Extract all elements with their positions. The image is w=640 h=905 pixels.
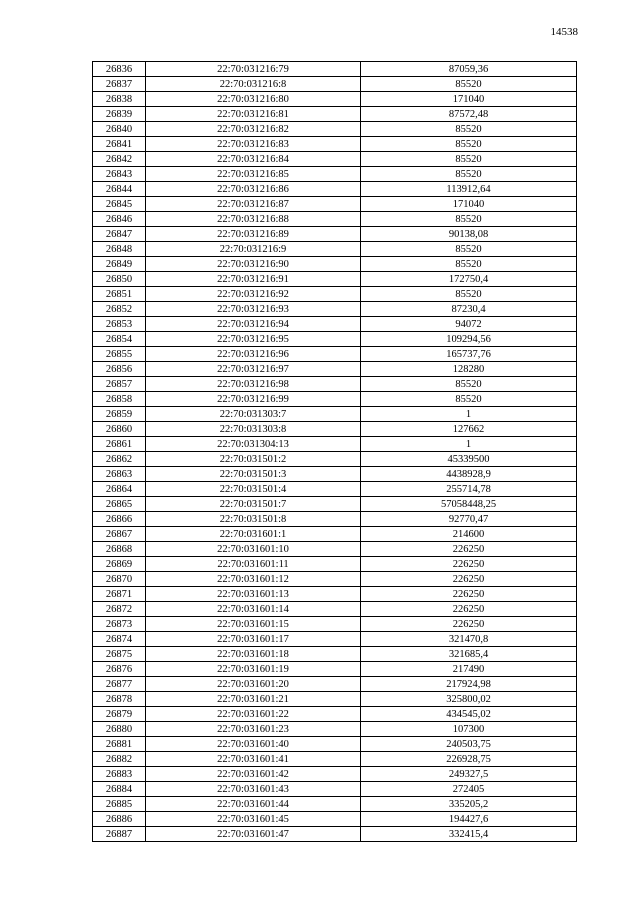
value-cell: 87230,4 <box>361 302 577 317</box>
row-number-cell: 26883 <box>93 767 146 782</box>
table-row <box>93 497 577 512</box>
cadastral-number-cell: 22:70:031601:23 <box>146 722 361 737</box>
table-row <box>93 602 577 617</box>
value-cell: 94072 <box>361 317 577 332</box>
cadastral-number-cell: 22:70:031216:90 <box>146 257 361 272</box>
row-number-cell: 26862 <box>93 452 146 467</box>
cadastral-number-cell: 22:70:031303:8 <box>146 422 361 437</box>
table-row <box>93 662 577 677</box>
row-number-cell: 26861 <box>93 437 146 452</box>
cadastral-number-cell: 22:70:031601:43 <box>146 782 361 797</box>
cadastral-number-cell: 22:70:031216:88 <box>146 212 361 227</box>
value-cell: 321470,8 <box>361 632 577 647</box>
table-row <box>93 542 577 557</box>
value-cell: 85520 <box>361 242 577 257</box>
table-row <box>93 767 577 782</box>
value-cell: 92770,47 <box>361 512 577 527</box>
table-row <box>93 257 577 272</box>
value-cell: 335205,2 <box>361 797 577 812</box>
row-number-cell: 26873 <box>93 617 146 632</box>
cadastral-number-cell: 22:70:031601:15 <box>146 617 361 632</box>
table-row <box>93 422 577 437</box>
table-row <box>93 347 577 362</box>
table-row <box>93 572 577 587</box>
row-number-cell: 26860 <box>93 422 146 437</box>
value-cell: 85520 <box>361 77 577 92</box>
row-number-cell: 26841 <box>93 137 146 152</box>
table-row <box>93 62 577 77</box>
cadastral-number-cell: 22:70:031303:7 <box>146 407 361 422</box>
table-row <box>93 722 577 737</box>
row-number-cell: 26866 <box>93 512 146 527</box>
row-number-cell: 26846 <box>93 212 146 227</box>
table-row <box>93 752 577 767</box>
cadastral-number-cell: 22:70:031216:83 <box>146 137 361 152</box>
row-number-cell: 26845 <box>93 197 146 212</box>
table-row <box>93 212 577 227</box>
table-row <box>93 272 577 287</box>
table-row <box>93 392 577 407</box>
cadastral-number-cell: 22:70:031601:20 <box>146 677 361 692</box>
table-row <box>93 452 577 467</box>
value-cell: 255714,78 <box>361 482 577 497</box>
value-cell: 85520 <box>361 287 577 302</box>
value-cell: 226250 <box>361 542 577 557</box>
cadastral-number-cell: 22:70:031601:47 <box>146 827 361 842</box>
row-number-cell: 26855 <box>93 347 146 362</box>
table-row <box>93 92 577 107</box>
cadastral-number-cell: 22:70:031601:11 <box>146 557 361 572</box>
table-row <box>93 77 577 92</box>
row-number-cell: 26848 <box>93 242 146 257</box>
cadastral-number-cell: 22:70:031216:84 <box>146 152 361 167</box>
row-number-cell: 26879 <box>93 707 146 722</box>
row-number-cell: 26869 <box>93 557 146 572</box>
value-cell: 226928,75 <box>361 752 577 767</box>
value-cell: 272405 <box>361 782 577 797</box>
table-row <box>93 437 577 452</box>
cadastral-number-cell: 22:70:031601:19 <box>146 662 361 677</box>
table-row <box>93 467 577 482</box>
table-row <box>93 647 577 662</box>
cadastral-number-cell: 22:70:031601:13 <box>146 587 361 602</box>
value-cell: 226250 <box>361 557 577 572</box>
table-row <box>93 182 577 197</box>
row-number-cell: 26838 <box>93 92 146 107</box>
value-cell: 172750,4 <box>361 272 577 287</box>
row-number-cell: 26844 <box>93 182 146 197</box>
row-number-cell: 26882 <box>93 752 146 767</box>
value-cell: 214600 <box>361 527 577 542</box>
row-number-cell: 26840 <box>93 122 146 137</box>
table-row <box>93 827 577 842</box>
row-number-cell: 26867 <box>93 527 146 542</box>
table-row <box>93 617 577 632</box>
cadastral-number-cell: 22:70:031216:79 <box>146 62 361 77</box>
cadastral-number-cell: 22:70:031216:94 <box>146 317 361 332</box>
value-cell: 240503,75 <box>361 737 577 752</box>
value-cell: 332415,4 <box>361 827 577 842</box>
cadastral-number-cell: 22:70:031216:98 <box>146 377 361 392</box>
value-cell: 217924,98 <box>361 677 577 692</box>
cadastral-number-cell: 22:70:031601:21 <box>146 692 361 707</box>
value-cell: 171040 <box>361 197 577 212</box>
row-number-cell: 26857 <box>93 377 146 392</box>
value-cell: 171040 <box>361 92 577 107</box>
value-cell: 321685,4 <box>361 647 577 662</box>
row-number-cell: 26878 <box>93 692 146 707</box>
data-table <box>92 61 577 842</box>
row-number-cell: 26850 <box>93 272 146 287</box>
table-row <box>93 812 577 827</box>
row-number-cell: 26854 <box>93 332 146 347</box>
row-number-cell: 26856 <box>93 362 146 377</box>
cadastral-number-cell: 22:70:031601:44 <box>146 797 361 812</box>
value-cell: 85520 <box>361 167 577 182</box>
table-row <box>93 287 577 302</box>
cadastral-number-cell: 22:70:031501:8 <box>146 512 361 527</box>
row-number-cell: 26836 <box>93 62 146 77</box>
value-cell: 85520 <box>361 122 577 137</box>
table-row <box>93 797 577 812</box>
row-number-cell: 26847 <box>93 227 146 242</box>
table-row <box>93 137 577 152</box>
table-row <box>93 152 577 167</box>
row-number-cell: 26875 <box>93 647 146 662</box>
value-cell: 90138,08 <box>361 227 577 242</box>
row-number-cell: 26880 <box>93 722 146 737</box>
row-number-cell: 26865 <box>93 497 146 512</box>
row-number-cell: 26887 <box>93 827 146 842</box>
table-row <box>93 167 577 182</box>
cadastral-number-cell: 22:70:031601:40 <box>146 737 361 752</box>
cadastral-number-cell: 22:70:031216:95 <box>146 332 361 347</box>
table-row <box>93 407 577 422</box>
cadastral-number-cell: 22:70:031501:4 <box>146 482 361 497</box>
value-cell: 128280 <box>361 362 577 377</box>
cadastral-number-cell: 22:70:031216:93 <box>146 302 361 317</box>
row-number-cell: 26843 <box>93 167 146 182</box>
cadastral-number-cell: 22:70:031216:82 <box>146 122 361 137</box>
value-cell: 45339500 <box>361 452 577 467</box>
table-body <box>93 62 577 842</box>
cadastral-number-cell: 22:70:031501:7 <box>146 497 361 512</box>
cadastral-number-cell: 22:70:031216:8 <box>146 77 361 92</box>
table-row <box>93 197 577 212</box>
value-cell: 226250 <box>361 587 577 602</box>
cadastral-number-cell: 22:70:031601:18 <box>146 647 361 662</box>
table-row <box>93 377 577 392</box>
row-number-cell: 26839 <box>93 107 146 122</box>
table-row <box>93 227 577 242</box>
row-number-cell: 26853 <box>93 317 146 332</box>
cadastral-number-cell: 22:70:031304:13 <box>146 437 361 452</box>
table-row <box>93 692 577 707</box>
value-cell: 1 <box>361 407 577 422</box>
table-row <box>93 587 577 602</box>
table-row <box>93 707 577 722</box>
table-row <box>93 677 577 692</box>
row-number-cell: 26851 <box>93 287 146 302</box>
cadastral-number-cell: 22:70:031601:12 <box>146 572 361 587</box>
table-row <box>93 512 577 527</box>
value-cell: 87572,48 <box>361 107 577 122</box>
value-cell: 1 <box>361 437 577 452</box>
value-cell: 127662 <box>361 422 577 437</box>
cadastral-number-cell: 22:70:031216:89 <box>146 227 361 242</box>
table-row <box>93 782 577 797</box>
cadastral-number-cell: 22:70:031216:91 <box>146 272 361 287</box>
cadastral-number-cell: 22:70:031601:41 <box>146 752 361 767</box>
value-cell: 194427,6 <box>361 812 577 827</box>
table-row <box>93 482 577 497</box>
value-cell: 249327,5 <box>361 767 577 782</box>
cadastral-number-cell: 22:70:031501:2 <box>146 452 361 467</box>
cadastral-number-cell: 22:70:031501:3 <box>146 467 361 482</box>
value-cell: 217490 <box>361 662 577 677</box>
table-row <box>93 632 577 647</box>
value-cell: 85520 <box>361 212 577 227</box>
table-row <box>93 332 577 347</box>
cadastral-number-cell: 22:70:031216:85 <box>146 167 361 182</box>
value-cell: 85520 <box>361 137 577 152</box>
cadastral-number-cell: 22:70:031216:96 <box>146 347 361 362</box>
row-number-cell: 26858 <box>93 392 146 407</box>
value-cell: 165737,76 <box>361 347 577 362</box>
row-number-cell: 26842 <box>93 152 146 167</box>
row-number-cell: 26859 <box>93 407 146 422</box>
row-number-cell: 26852 <box>93 302 146 317</box>
row-number-cell: 26885 <box>93 797 146 812</box>
row-number-cell: 26870 <box>93 572 146 587</box>
cadastral-number-cell: 22:70:031601:10 <box>146 542 361 557</box>
row-number-cell: 26868 <box>93 542 146 557</box>
row-number-cell: 26837 <box>93 77 146 92</box>
value-cell: 226250 <box>361 602 577 617</box>
cadastral-number-cell: 22:70:031216:99 <box>146 392 361 407</box>
cadastral-number-cell: 22:70:031601:14 <box>146 602 361 617</box>
cadastral-number-cell: 22:70:031216:9 <box>146 242 361 257</box>
cadastral-number-cell: 22:70:031601:22 <box>146 707 361 722</box>
table-row <box>93 737 577 752</box>
row-number-cell: 26876 <box>93 662 146 677</box>
cadastral-number-cell: 22:70:031216:80 <box>146 92 361 107</box>
row-number-cell: 26886 <box>93 812 146 827</box>
value-cell: 434545,02 <box>361 707 577 722</box>
page-number: 14538 <box>550 26 578 38</box>
row-number-cell: 26884 <box>93 782 146 797</box>
cadastral-number-cell: 22:70:031216:87 <box>146 197 361 212</box>
cadastral-number-cell: 22:70:031601:1 <box>146 527 361 542</box>
value-cell: 107300 <box>361 722 577 737</box>
value-cell: 85520 <box>361 152 577 167</box>
row-number-cell: 26881 <box>93 737 146 752</box>
row-number-cell: 26871 <box>93 587 146 602</box>
table-row <box>93 362 577 377</box>
table-row <box>93 302 577 317</box>
row-number-cell: 26864 <box>93 482 146 497</box>
cadastral-number-cell: 22:70:031216:81 <box>146 107 361 122</box>
cadastral-number-cell: 22:70:031601:17 <box>146 632 361 647</box>
table-row <box>93 317 577 332</box>
table-row <box>93 107 577 122</box>
value-cell: 57058448,25 <box>361 497 577 512</box>
value-cell: 4438928,9 <box>361 467 577 482</box>
table-row <box>93 122 577 137</box>
value-cell: 85520 <box>361 377 577 392</box>
value-cell: 226250 <box>361 572 577 587</box>
value-cell: 109294,56 <box>361 332 577 347</box>
cadastral-number-cell: 22:70:031216:92 <box>146 287 361 302</box>
value-cell: 325800,02 <box>361 692 577 707</box>
row-number-cell: 26872 <box>93 602 146 617</box>
value-cell: 87059,36 <box>361 62 577 77</box>
cadastral-number-cell: 22:70:031216:97 <box>146 362 361 377</box>
cadastral-number-cell: 22:70:031601:42 <box>146 767 361 782</box>
value-cell: 85520 <box>361 257 577 272</box>
row-number-cell: 26877 <box>93 677 146 692</box>
value-cell: 113912,64 <box>361 182 577 197</box>
row-number-cell: 26874 <box>93 632 146 647</box>
value-cell: 226250 <box>361 617 577 632</box>
row-number-cell: 26863 <box>93 467 146 482</box>
table-row <box>93 527 577 542</box>
row-number-cell: 26849 <box>93 257 146 272</box>
cadastral-number-cell: 22:70:031216:86 <box>146 182 361 197</box>
value-cell: 85520 <box>361 392 577 407</box>
table-row <box>93 557 577 572</box>
cadastral-number-cell: 22:70:031601:45 <box>146 812 361 827</box>
table-row <box>93 242 577 257</box>
